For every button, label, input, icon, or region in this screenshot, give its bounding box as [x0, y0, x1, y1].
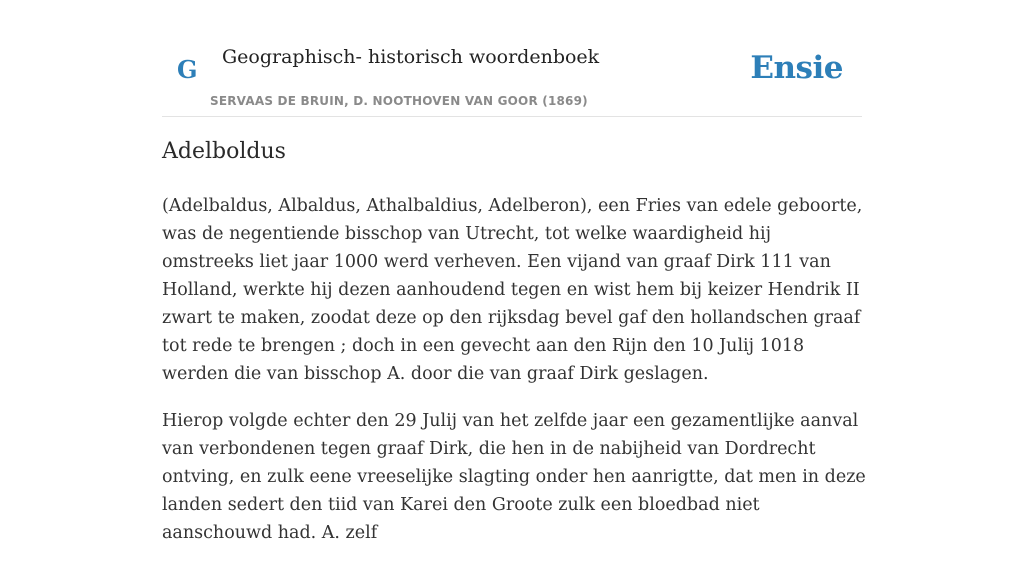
entry-paragraph-1: (Adelbaldus, Albaldus, Athalbaldius, Adelberon), een Fries van edele geboorte, was de negentiende bisschop van Utrecht, tot welke waardigheid hij omstreeks liet jaar 1000 werd verheven. Een vijand van graaf Dirk 111 van Holland, werkte hij dezen aanhoudend tegen en wist hem bij keizer Hendrik II zwart te maken, zoodat deze op den rijksdag bevel gaf den hollandschen graaf tot rede te brengen ; doch in een gevecht aan den Rijn den 10 Julij 1018 werden die van bisschop A. door die van graaf Dirk geslagen.: [162, 196, 863, 384]
book-title-link[interactable]: Geographisch- historisch woordenboek: [222, 46, 600, 68]
ensie-logo-link[interactable]: Ensie: [750, 50, 843, 86]
book-header: [162, 0, 862, 117]
entry-body: [162, 192, 866, 566]
book-authors: SERVAAS DE BRUIN, D. NOOTHOVEN VAN GOOR (1869): [210, 94, 588, 108]
entry-title: Adelboldus: [162, 139, 286, 164]
book-letter-icon[interactable]: G: [177, 55, 198, 84]
entry-paragraph-2: Hierop volgde echter den 29 Julij van het zelfde jaar een gezamentlijke aanval van verbondenen tegen graaf Dirk, die hen in de nabijheid van Dordrecht ontving, en zulk eene vreeselijke slagting onder hen aanrigtte, dat men in deze landen sedert den tiid van Karei den Groote zulk een bloedbad niet aanschouwd had. A. zelf: [162, 411, 866, 543]
